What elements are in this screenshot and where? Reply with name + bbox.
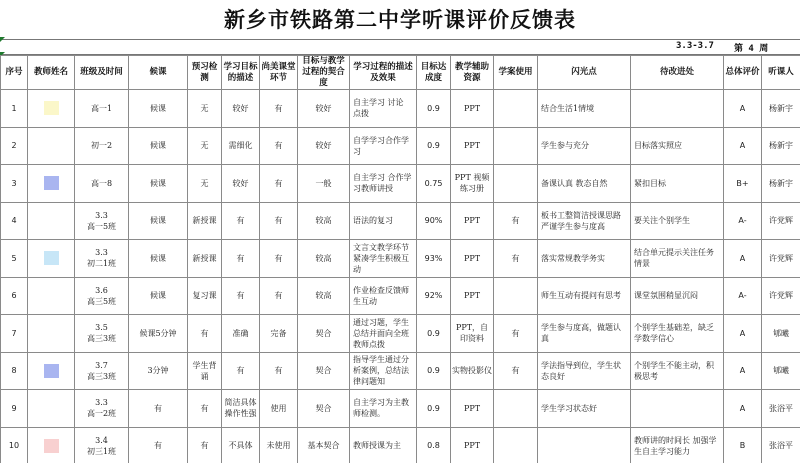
teacher-name-cell	[28, 315, 75, 353]
cell-cls: 3.6 高三5班	[75, 277, 129, 315]
cell-listener: 许党辉	[762, 240, 800, 278]
teacher-name-cell	[28, 165, 75, 203]
cell-improve	[631, 90, 724, 128]
cell-fit: 较好	[298, 90, 350, 128]
cell-process: 语法的复习	[350, 202, 417, 240]
cell-res: PPT	[451, 390, 494, 428]
cell-env: 有	[260, 352, 298, 390]
cell-no: 7	[1, 315, 28, 353]
cell-bright: 师生互动有提问有思考	[538, 277, 631, 315]
cell-listener: 郇曦	[762, 315, 800, 353]
cell-rate: 0.9	[417, 90, 451, 128]
table-row	[1, 202, 800, 240]
cell-plan	[494, 165, 538, 203]
cell-fit: 较高	[298, 202, 350, 240]
cell-goal: 有	[222, 277, 260, 315]
cell-pre: 学生背诵	[188, 352, 222, 390]
cell-bright: 结合生活1情境	[538, 90, 631, 128]
cell-overall: A-	[724, 277, 762, 315]
cell-listener: 许党辉	[762, 202, 800, 240]
cell-cls: 高一1	[75, 90, 129, 128]
date-range: 3.3-3.7	[676, 41, 714, 51]
cell-no: 6	[1, 277, 28, 315]
table-row	[1, 390, 800, 428]
cell-plan	[494, 127, 538, 165]
redacted-name-blur	[44, 251, 59, 265]
cell-cls: 3.4 初三1班	[75, 427, 129, 463]
cell-res: PPT	[451, 427, 494, 463]
redacted-name-blur	[44, 176, 59, 190]
cell-bright: 学生参与度高，做题认真	[538, 315, 631, 353]
cell-fit: 契合	[298, 315, 350, 353]
cell-listener: 杨新宇	[762, 90, 800, 128]
cell-fit: 一般	[298, 165, 350, 203]
cell-bright: 学生学习状态好	[538, 390, 631, 428]
cell-goal: 较好	[222, 165, 260, 203]
cell-bright: 板书工整简洁授课思路严谨学生参与度高	[538, 202, 631, 240]
cell-res: PPT，自印资料	[451, 315, 494, 353]
teacher-name-cell	[28, 127, 75, 165]
cell-listener: 杨新宇	[762, 165, 800, 203]
cell-rate: 92%	[417, 277, 451, 315]
cell-rate: 0.75	[417, 165, 451, 203]
teacher-name-cell	[28, 202, 75, 240]
cell-rate: 0.9	[417, 390, 451, 428]
cell-pre: 有	[188, 390, 222, 428]
header-cell: 闪光点	[538, 56, 631, 90]
cell-improve: 结合单元提示关注任务情景	[631, 240, 724, 278]
header-cell: 目标达成度	[417, 56, 451, 90]
table-header-row	[1, 56, 800, 90]
cell-res: PPT	[451, 127, 494, 165]
cell-pre: 新授课	[188, 240, 222, 278]
header-cell: 学案使用	[494, 56, 538, 90]
cell-plan	[494, 390, 538, 428]
table-row	[1, 90, 800, 128]
cell-rate: 0.8	[417, 427, 451, 463]
form-title: 新乡市铁路第二中学听课评价反馈表	[0, 0, 800, 40]
table-row	[1, 315, 800, 353]
cell-pre: 无	[188, 127, 222, 165]
cell-process: 自主学习为主教师检测。	[350, 390, 417, 428]
cell-process: 教师授课为主	[350, 427, 417, 463]
cell-plan	[494, 427, 538, 463]
cell-listener: 许党辉	[762, 277, 800, 315]
cell-wait: 3分钟	[129, 352, 188, 390]
cell-cls: 3.3 高一2班	[75, 390, 129, 428]
cell-no: 1	[1, 90, 28, 128]
cell-no: 10	[1, 427, 28, 463]
cell-plan	[494, 90, 538, 128]
cell-overall: A	[724, 240, 762, 278]
cell-overall: A	[724, 90, 762, 128]
teacher-name-cell	[28, 427, 75, 463]
cell-cls: 3.3 初二1班	[75, 240, 129, 278]
cell-cls: 初一2	[75, 127, 129, 165]
table-row	[1, 427, 800, 463]
cell-fit: 基本契合	[298, 427, 350, 463]
redacted-name-blur	[44, 101, 59, 115]
cell-bright	[538, 427, 631, 463]
cell-improve: 课堂氛围稍显沉闷	[631, 277, 724, 315]
cell-goal: 简洁具体操作性强	[222, 390, 260, 428]
cell-goal: 有	[222, 240, 260, 278]
cell-overall: A	[724, 315, 762, 353]
table-row	[1, 240, 800, 278]
cell-env: 有	[260, 277, 298, 315]
cell-pre: 有	[188, 427, 222, 463]
cell-improve: 紧扣目标	[631, 165, 724, 203]
table-row	[1, 165, 800, 203]
cell-plan: 有	[494, 315, 538, 353]
cell-overall: A	[724, 390, 762, 428]
cell-listener: 郇曦	[762, 352, 800, 390]
header-cell: 尚美课堂环节	[260, 56, 298, 90]
cell-cls: 高一8	[75, 165, 129, 203]
cell-improve: 个别学生基础差，缺乏学数学信心	[631, 315, 724, 353]
cell-cls: 3.3 高一5班	[75, 202, 129, 240]
cell-env: 有	[260, 202, 298, 240]
cell-no: 4	[1, 202, 28, 240]
cell-fit: 较好	[298, 127, 350, 165]
cell-env: 有	[260, 90, 298, 128]
cell-wait: 候课	[129, 277, 188, 315]
teacher-name-cell	[28, 277, 75, 315]
cell-env: 完备	[260, 315, 298, 353]
header-cell: 目标与教学过程的契合度	[298, 56, 350, 90]
cell-rate: 93%	[417, 240, 451, 278]
cell-overall: A-	[724, 202, 762, 240]
header-cell: 预习检测	[188, 56, 222, 90]
teacher-name-cell	[28, 352, 75, 390]
cell-process: 自学学习合作学习	[350, 127, 417, 165]
cell-goal: 有	[222, 202, 260, 240]
cell-plan: 有	[494, 352, 538, 390]
redacted-name-blur	[44, 364, 59, 378]
cell-cls: 3.7 高三3班	[75, 352, 129, 390]
cell-rate: 0.9	[417, 352, 451, 390]
cell-improve: 教师讲的时间长 加强学生自主学习能力	[631, 427, 724, 463]
cell-listener: 张浴平	[762, 427, 800, 463]
cell-goal: 准确	[222, 315, 260, 353]
cell-process: 自主学习 合作学习教师讲授	[350, 165, 417, 203]
cell-no: 9	[1, 390, 28, 428]
cell-process: 作业检查反馈师生互动	[350, 277, 417, 315]
table-row	[1, 127, 800, 165]
cell-cls: 3.5 高三3班	[75, 315, 129, 353]
teacher-name-cell	[28, 240, 75, 278]
cell-no: 5	[1, 240, 28, 278]
cell-env: 未使用	[260, 427, 298, 463]
table-row	[1, 352, 800, 390]
cell-no: 3	[1, 165, 28, 203]
header-cell: 学习目标的描述	[222, 56, 260, 90]
table-row	[1, 277, 800, 315]
cell-no: 8	[1, 352, 28, 390]
cell-wait: 候课	[129, 240, 188, 278]
cell-res: PPT	[451, 240, 494, 278]
cell-listener: 张浴平	[762, 390, 800, 428]
cell-fit: 契合	[298, 352, 350, 390]
cell-no: 2	[1, 127, 28, 165]
week-label: 第 4 周	[734, 44, 769, 54]
cell-fit: 较高	[298, 240, 350, 278]
cell-wait: 候课	[129, 165, 188, 203]
header-cell: 听课人	[762, 56, 800, 90]
cell-fit: 契合	[298, 390, 350, 428]
cell-env: 有	[260, 165, 298, 203]
cell-goal: 不具体	[222, 427, 260, 463]
evaluation-table	[0, 55, 800, 463]
cell-wait: 候课	[129, 90, 188, 128]
redacted-name-blur	[44, 439, 59, 453]
cell-improve	[631, 390, 724, 428]
teacher-name-cell	[28, 90, 75, 128]
header-cell: 班级及时间	[75, 56, 129, 90]
cell-goal: 需细化	[222, 127, 260, 165]
cell-pre: 有	[188, 315, 222, 353]
header-cell: 序号	[1, 56, 28, 90]
cell-rate: 0.9	[417, 315, 451, 353]
cell-res: 实物投影仪	[451, 352, 494, 390]
cell-goal: 有	[222, 352, 260, 390]
cell-plan: 有	[494, 240, 538, 278]
cell-env: 有	[260, 240, 298, 278]
header-cell: 学习过程的描述及效果	[350, 56, 417, 90]
cell-fit: 较高	[298, 277, 350, 315]
cell-pre: 无	[188, 165, 222, 203]
cell-improve: 目标落实照应	[631, 127, 724, 165]
cell-overall: B+	[724, 165, 762, 203]
cell-wait: 候课	[129, 127, 188, 165]
cell-res: PPT	[451, 90, 494, 128]
cell-listener: 杨新宇	[762, 127, 800, 165]
cell-process: 指导学生通过分析案例，总结法律问题知	[350, 352, 417, 390]
cell-overall: B	[724, 427, 762, 463]
cell-wait: 候课5分钟	[129, 315, 188, 353]
cell-rate: 90%	[417, 202, 451, 240]
cell-improve: 个别学生不能主动，积极思考	[631, 352, 724, 390]
cell-improve: 要关注个别学生	[631, 202, 724, 240]
header-cell: 总体评价	[724, 56, 762, 90]
cell-res: PPT	[451, 277, 494, 315]
cell-plan: 有	[494, 202, 538, 240]
cell-env: 使用	[260, 390, 298, 428]
cell-bright: 落实常规教学务实	[538, 240, 631, 278]
cell-res: PPT 视频 练习册	[451, 165, 494, 203]
cell-bright: 学法指导到位，学生状态良好	[538, 352, 631, 390]
header-cell: 教师姓名	[28, 56, 75, 90]
teacher-name-cell	[28, 390, 75, 428]
cell-env: 有	[260, 127, 298, 165]
cell-wait: 候课	[129, 202, 188, 240]
cell-pre: 无	[188, 90, 222, 128]
cell-process: 文言文教学环节紧凑学生积极互动	[350, 240, 417, 278]
cell-overall: A	[724, 127, 762, 165]
cell-wait: 有	[129, 427, 188, 463]
cell-overall: A	[724, 352, 762, 390]
cell-bright: 学生参与充分	[538, 127, 631, 165]
cell-goal: 较好	[222, 90, 260, 128]
cell-process: 通过习题，学生总结并面向全班教师点拨	[350, 315, 417, 353]
cell-wait: 有	[129, 390, 188, 428]
header-cell: 待改进处	[631, 56, 724, 90]
cell-process: 自主学习 讨论 点拨	[350, 90, 417, 128]
header-cell: 候课	[129, 56, 188, 90]
date-row	[0, 40, 800, 55]
cell-res: PPT	[451, 202, 494, 240]
cell-pre: 新授课	[188, 202, 222, 240]
cell-plan	[494, 277, 538, 315]
cell-rate: 0.9	[417, 127, 451, 165]
header-cell: 教学辅助资源	[451, 56, 494, 90]
cell-pre: 复习课	[188, 277, 222, 315]
cell-bright: 备课认真 教态自然	[538, 165, 631, 203]
